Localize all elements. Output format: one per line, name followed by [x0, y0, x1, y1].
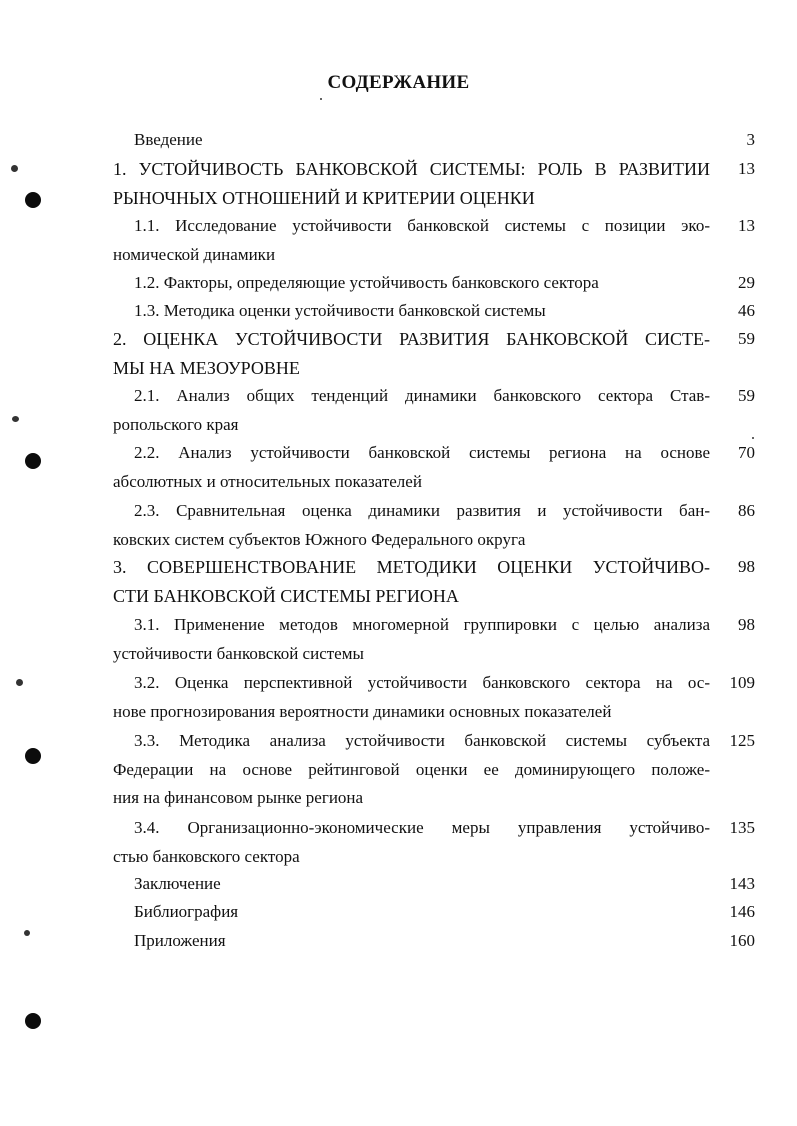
toc-entry-text: 3.4. Организационно-экономические меры управления устойчиво- — [134, 818, 710, 837]
toc-entry-section-1-3 — [113, 297, 710, 326]
toc-page-number: 70 — [738, 443, 755, 462]
toc-page-number: 46 — [738, 301, 755, 320]
toc-entry-text: 1.1. Исследование устойчивости банковской системы с позиции эко- — [134, 216, 710, 235]
toc-entry-section-3-4 — [113, 814, 710, 871]
toc-entry-text: Федерации на основе рейтинговой оценки ее доминирующего положе- — [113, 759, 710, 779]
toc-page-number: 13 — [738, 216, 755, 235]
toc-entry-text: 1.2. Факторы, определяющие устойчивость банковского сектора — [134, 273, 599, 292]
toc-page-number: 146 — [729, 902, 755, 921]
toc-entry-text: абсолютных и относительных показателей — [113, 471, 422, 491]
toc-entry-text: МЫ НА МЕЗОУРОВНЕ — [113, 357, 300, 378]
toc-entry-text: 2.2. Анализ устойчивости банковской системы региона на основе — [134, 443, 710, 462]
punch-hole-mark — [25, 748, 41, 764]
toc-entry-text: ропольского края — [113, 414, 239, 434]
toc-entry-text: 3. СОВЕРШЕНСТВОВАНИЕ МЕТОДИКИ ОЦЕНКИ УСТОЙЧИВО- — [113, 557, 710, 577]
toc-entry-text: нове прогнозирования вероятности динамики основных показателей — [113, 701, 612, 721]
punch-hole-mark — [25, 453, 41, 469]
toc-page-number: 86 — [738, 501, 755, 520]
toc-entry-chapter-3 — [113, 553, 710, 610]
toc-entry-text: Библиография — [134, 902, 239, 921]
scan-speck — [24, 930, 30, 936]
toc-page-number: 59 — [738, 329, 755, 348]
toc-page-number: 109 — [729, 673, 755, 692]
toc-entry-introduction — [134, 126, 710, 155]
toc-entry-text: 3.3. Методика анализа устойчивости банковской системы субъекта — [134, 731, 710, 750]
scan-speck — [16, 679, 23, 686]
toc-page-number: 98 — [738, 615, 755, 634]
toc-entry-text: Введение — [134, 130, 203, 149]
toc-entry-text: 2.1. Анализ общих тенденций динамики банковского сектора Став- — [134, 386, 710, 405]
toc-entry-text: ния на финансовом рынке региона — [113, 788, 364, 807]
toc-page-number: 135 — [729, 818, 755, 837]
toc-page-number: 143 — [729, 874, 755, 893]
toc-entry-section-2-2 — [113, 439, 710, 496]
toc-entry-text: Заключение — [134, 874, 221, 893]
toc-entry-section-2-3 — [113, 497, 710, 554]
toc-entry-text: СТИ БАНКОВСКОЙ СИСТЕМЫ РЕГИОНА — [113, 585, 459, 606]
toc-page-number: 13 — [738, 159, 755, 178]
toc-entry-text: номической динамики — [113, 244, 276, 264]
punch-hole-mark — [25, 1013, 41, 1029]
toc-entry-text: стью банковского сектора — [113, 846, 300, 866]
page-title: СОДЕРЖАНИЕ — [327, 72, 470, 93]
punch-hole-mark — [25, 192, 41, 208]
toc-entry-text: 1.3. Методика оценки устойчивости банковской системы — [134, 301, 546, 320]
toc-entry-section-3-1 — [113, 611, 710, 668]
toc-page-number: 29 — [738, 273, 755, 292]
toc-entry-text: устойчивости банковской системы — [113, 643, 364, 663]
toc-page-number: 59 — [738, 386, 755, 405]
scan-speck — [752, 437, 754, 439]
scan-speck — [11, 165, 18, 172]
toc-entry-section-1-2 — [113, 269, 710, 298]
toc-entry-text: 2. ОЦЕНКА УСТОЙЧИВОСТИ РАЗВИТИЯ БАНКОВСКОЙ СИСТЕ- — [113, 329, 710, 349]
toc-page-number: 125 — [729, 731, 755, 750]
toc-entry-section-1-1 — [113, 212, 710, 269]
toc-page-number: 3 — [746, 130, 755, 149]
toc-entry-text: 3.1. Применение методов многомерной группировки с целью анализа — [134, 615, 710, 634]
toc-entry-text: ковских систем субъектов Южного Федерального округа — [113, 529, 526, 549]
toc-entry-text: 3.2. Оценка перспективной устойчивости банковского сектора на ос- — [134, 673, 710, 692]
toc-entry-appendices — [134, 927, 710, 956]
toc-entry-section-3-2 — [113, 669, 710, 726]
toc-entry-text: Приложения — [134, 931, 226, 950]
toc-entry-section-3-3 — [113, 727, 710, 813]
scan-speck — [12, 416, 19, 422]
toc-page-number: 160 — [729, 931, 755, 950]
toc-entry-text: 1. УСТОЙЧИВОСТЬ БАНКОВСКОЙ СИСТЕМЫ: РОЛЬ В РАЗВИТИИ — [113, 159, 710, 179]
scan-speck — [320, 98, 322, 100]
toc-entry-chapter-1 — [113, 155, 710, 212]
toc-entry-conclusion — [134, 870, 710, 899]
toc-entry-text: РЫНОЧНЫХ ОТНОШЕНИЙ И КРИТЕРИИ ОЦЕНКИ — [113, 187, 535, 208]
toc-entry-chapter-2 — [113, 325, 710, 382]
toc-entry-section-2-1 — [113, 382, 710, 439]
toc-page-number: 98 — [738, 557, 755, 576]
toc-entry-text: 2.3. Сравнительная оценка динамики развития и устойчивости бан- — [134, 501, 710, 520]
toc-entry-bibliography — [134, 898, 710, 927]
